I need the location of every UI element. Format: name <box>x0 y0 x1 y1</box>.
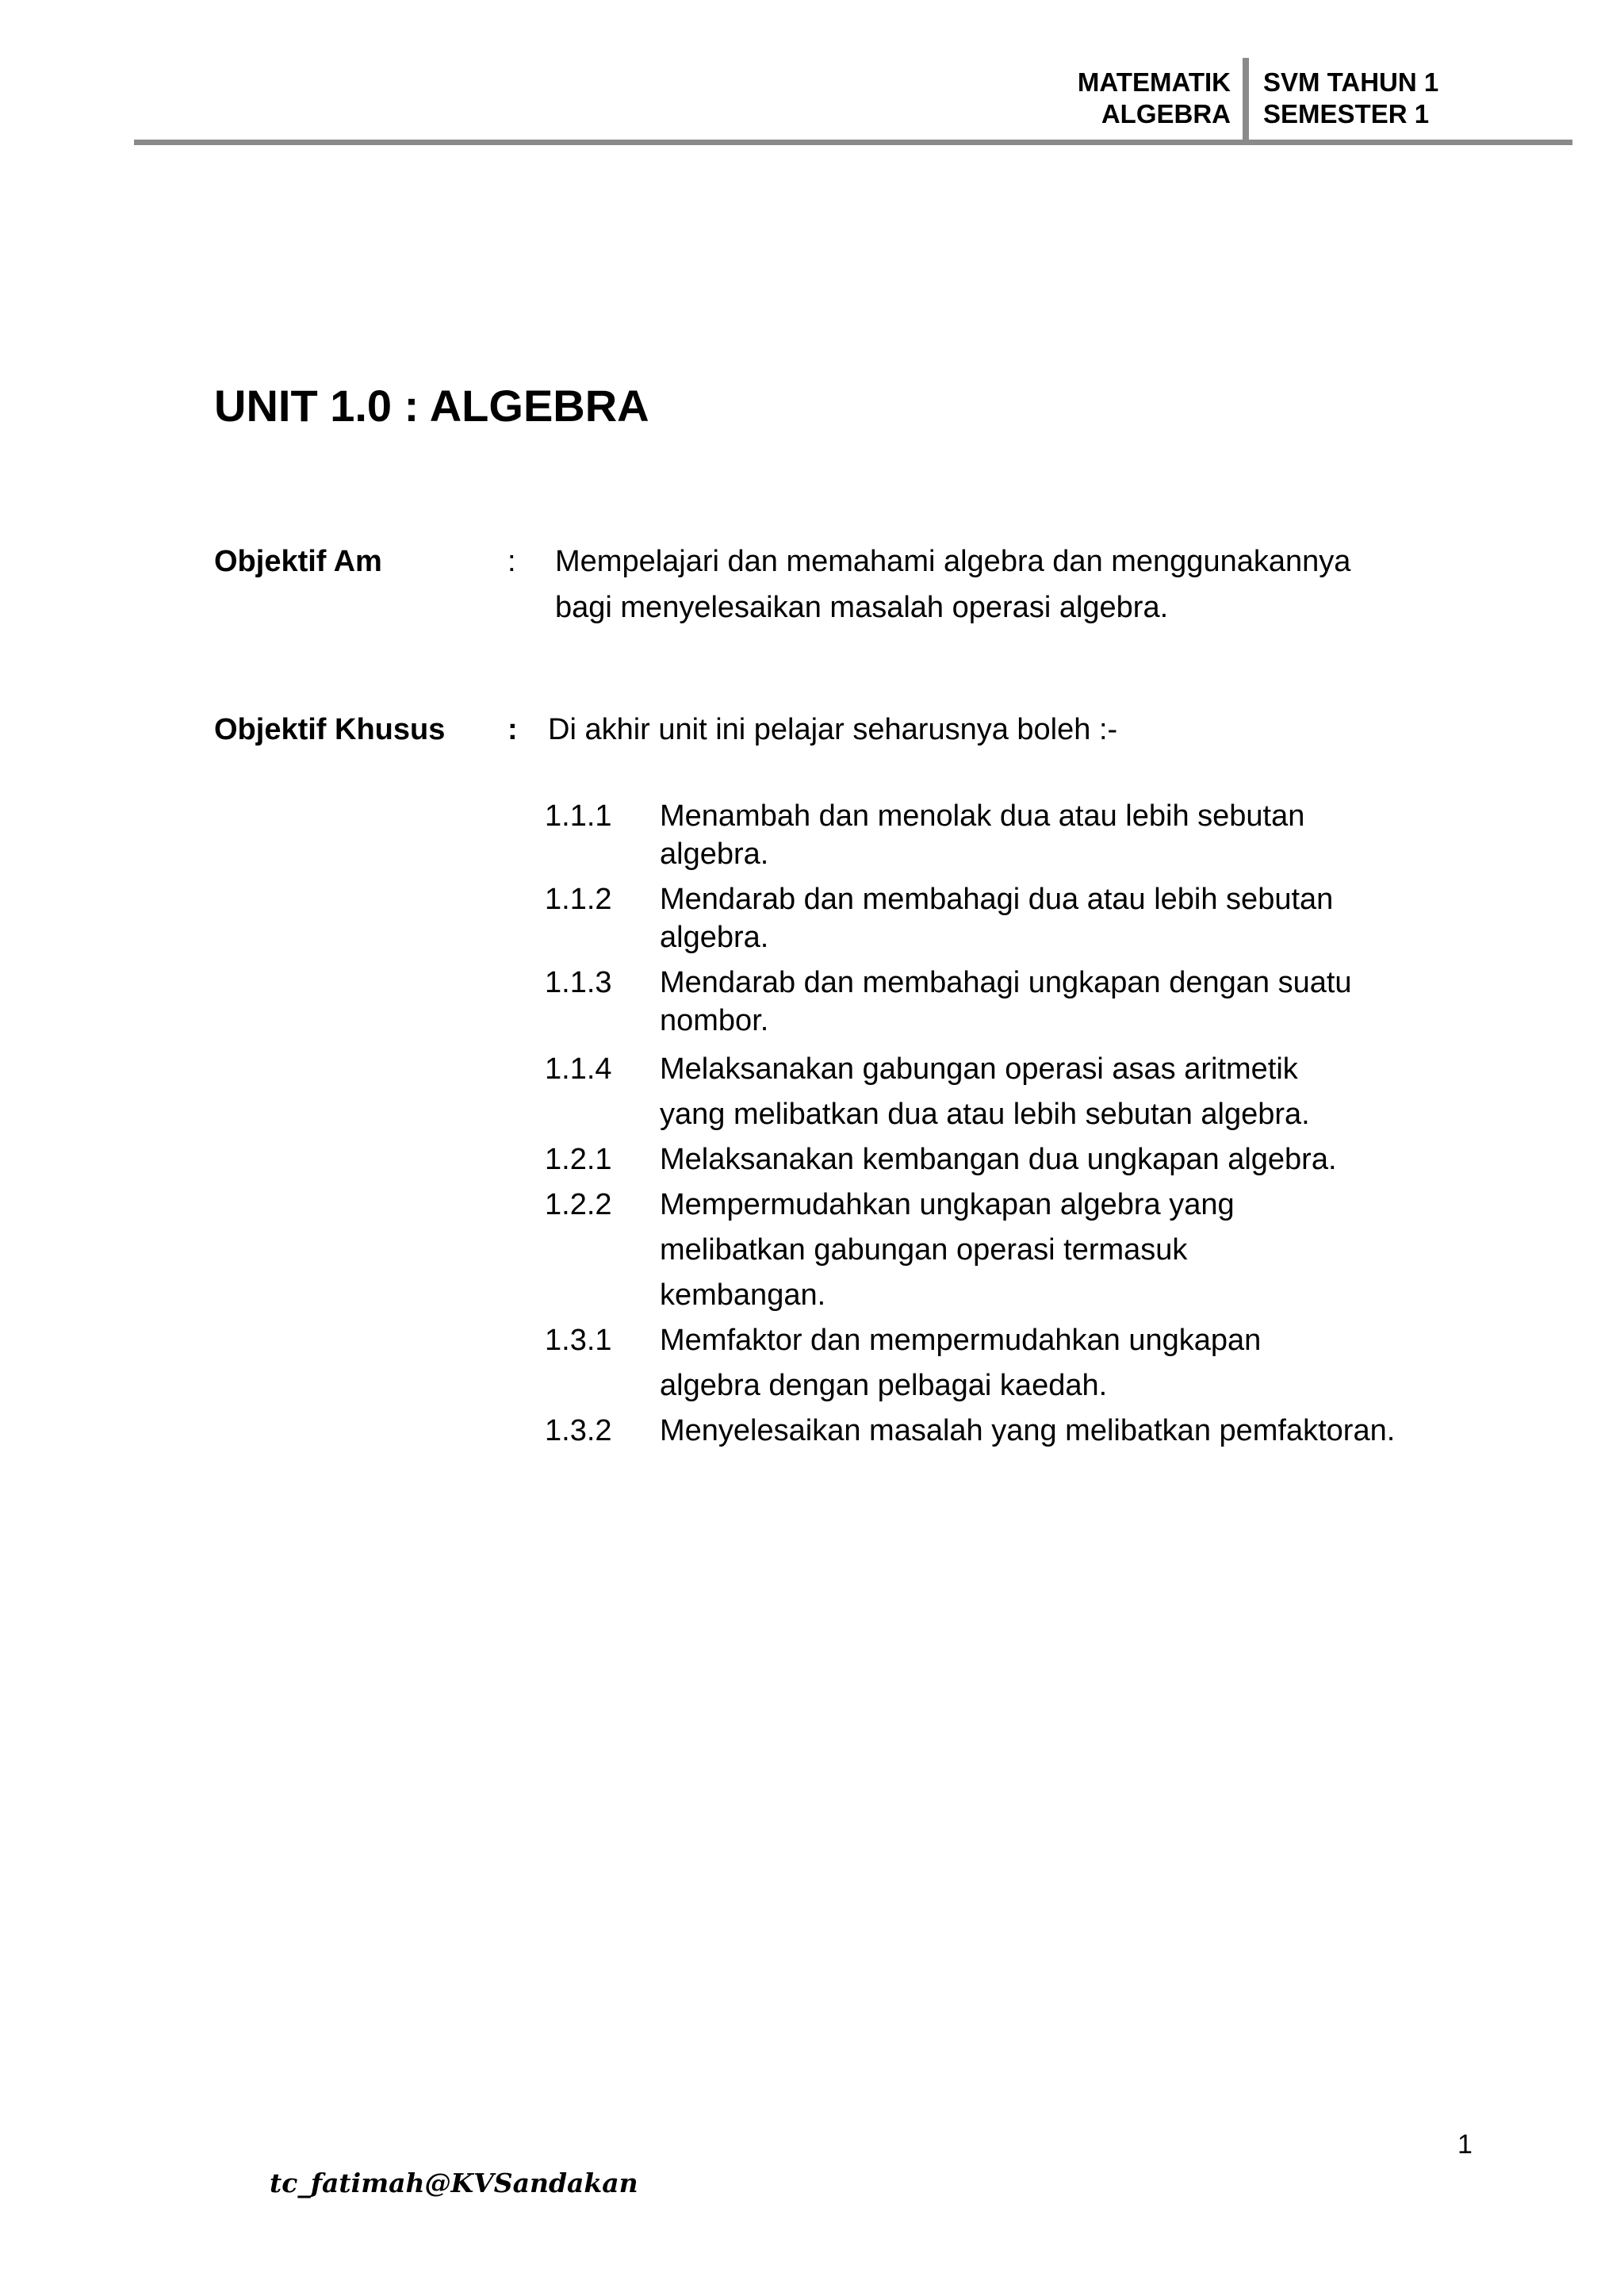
objective-item-text <box>660 1137 1337 1182</box>
footer-signature: tc_fatimah@KVSandakan <box>270 2168 638 2198</box>
objective-item-number: 1.3.2 <box>545 1414 612 1447</box>
header-subject-line1: MATEMATIK <box>1077 67 1231 97</box>
objective-item-line: Mendarab dan membahagi ungkapan dengan suatu <box>660 966 1352 999</box>
header-rule <box>134 140 1572 145</box>
objective-item-line: Memfaktor dan mempermudahkan ungkapan <box>660 1324 1262 1357</box>
objective-item-number: 1.2.1 <box>545 1143 612 1176</box>
objektif-am-colon: : <box>508 545 516 578</box>
objective-item-number: 1.1.4 <box>545 1052 612 1086</box>
objective-item-text <box>660 797 1304 873</box>
objective-item-number: 1.1.1 <box>545 799 612 833</box>
objective-item-line: kembangan. <box>660 1278 826 1312</box>
objektif-khusus-intro: Di akhir unit ini pelajar seharusnya boleh :- <box>548 713 1118 746</box>
objektif-am-line2: bagi menyelesaikan masalah operasi algebra. <box>555 591 1169 624</box>
objective-item-line: Melaksanakan kembangan dua ungkapan algebra. <box>660 1143 1337 1176</box>
header-subject <box>1078 67 1231 130</box>
objective-item-line: Mempermudahkan ungkapan algebra yang <box>660 1188 1235 1221</box>
objective-item-text <box>660 964 1352 1040</box>
objective-item-line: yang melibatkan dua atau lebih sebutan algebra. <box>660 1098 1310 1131</box>
objective-item-number: 1.2.2 <box>545 1188 612 1221</box>
header-level-line1: SVM TAHUN 1 <box>1263 67 1439 97</box>
objective-item-line: Melaksanakan gabungan operasi asas aritmetik <box>660 1052 1298 1086</box>
objektif-am-label: Objektif Am <box>214 545 382 578</box>
objective-item-text <box>660 1182 1235 1318</box>
objective-item-text <box>660 1047 1310 1137</box>
objektif-khusus-label: Objektif Khusus <box>214 713 446 746</box>
header-level-line2: SEMESTER 1 <box>1263 99 1430 128</box>
objective-item-line: Menyelesaikan masalah yang melibatkan pemfaktoran. <box>660 1414 1396 1447</box>
objective-item-line: melibatkan gabungan operasi termasuk <box>660 1233 1188 1267</box>
header-subject-line2: ALGEBRA <box>1101 99 1231 128</box>
objective-item-line: Mendarab dan membahagi dua atau lebih sebutan <box>660 883 1334 916</box>
unit-title: UNIT 1.0 : ALGEBRA <box>214 381 649 431</box>
header-divider <box>1243 58 1249 140</box>
objective-item-line: Menambah dan menolak dua atau lebih sebutan <box>660 799 1305 833</box>
page-number: 1 <box>1457 2129 1473 2160</box>
objective-item-text <box>660 880 1333 956</box>
objective-item-number: 1.1.3 <box>545 966 612 999</box>
objective-item-number: 1.3.1 <box>545 1324 612 1357</box>
objective-item-line: algebra. <box>660 838 769 871</box>
objective-item-line: nombor. <box>660 1004 769 1037</box>
objective-item-line: algebra dengan pelbagai kaedah. <box>660 1369 1108 1402</box>
objective-item-number: 1.1.2 <box>545 883 612 916</box>
objective-item-text <box>660 1318 1261 1409</box>
objektif-am-line1: Mempelajari dan memahami algebra dan menggunakannya <box>555 545 1351 578</box>
objective-item-text <box>660 1409 1395 1454</box>
objektif-khusus-colon: : <box>508 713 518 746</box>
header-level <box>1263 67 1438 130</box>
objective-item-line: algebra. <box>660 921 769 954</box>
